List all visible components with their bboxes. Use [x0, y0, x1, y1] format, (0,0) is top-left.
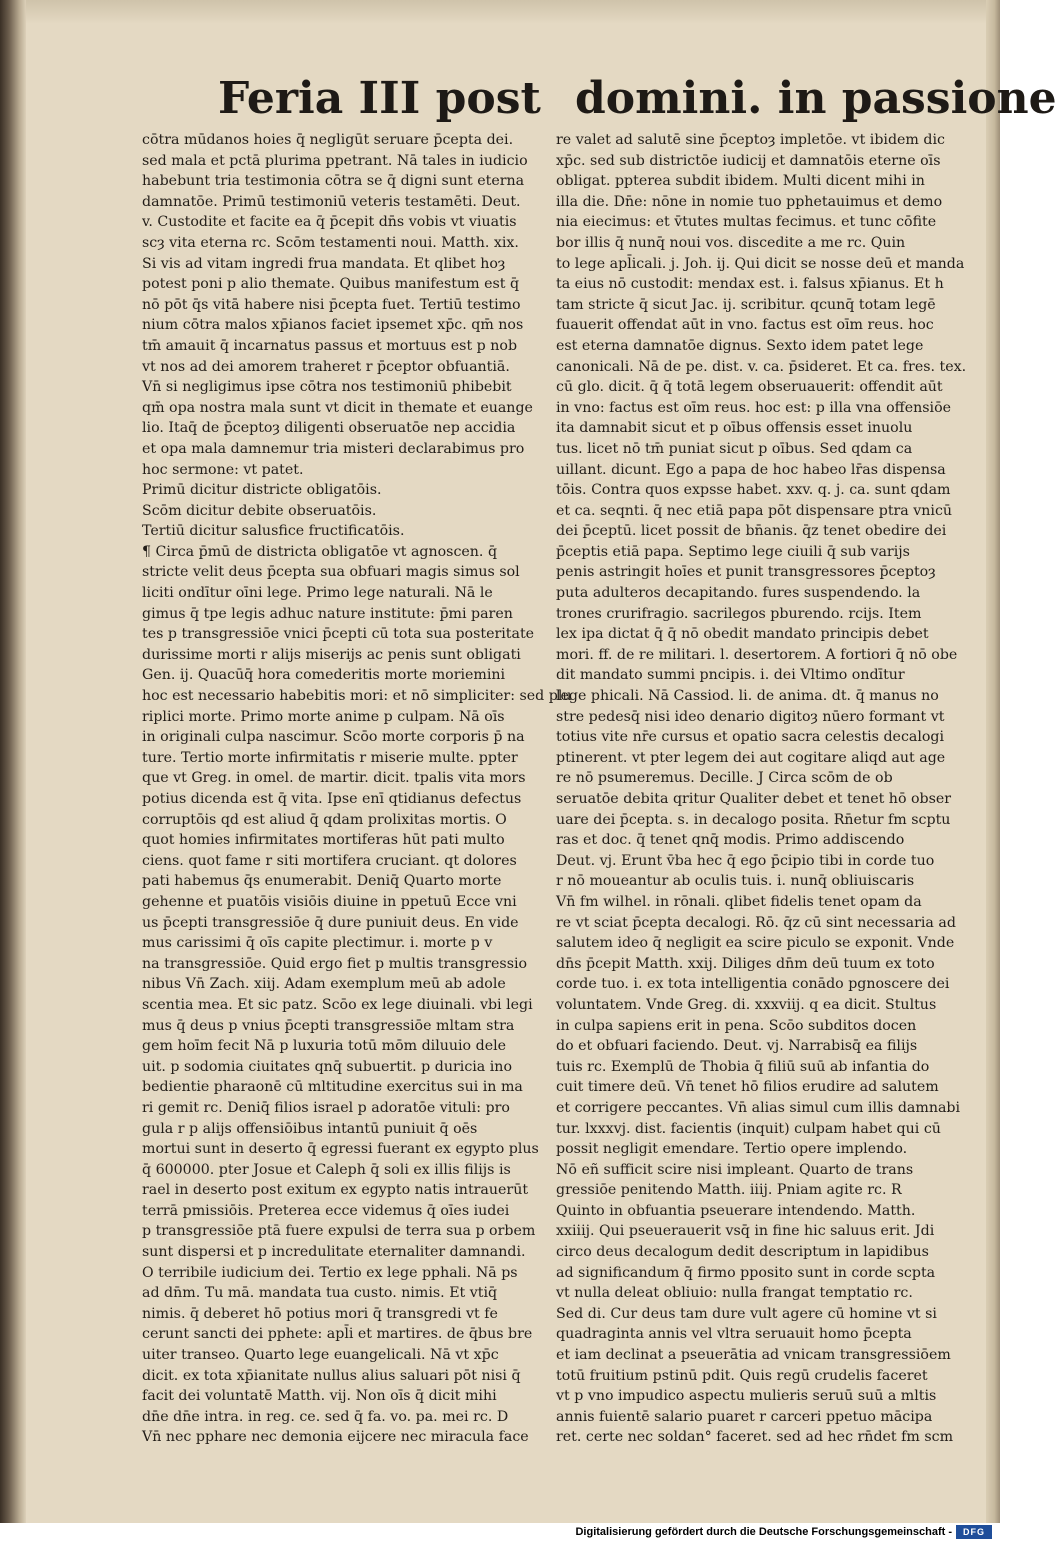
text-line: que vt Greg. in omel. de martir. dicit. tpalis vita mors [142, 770, 526, 787]
text-line: Quinto in obfuantia pseuerare intendendo. Matth. [556, 1202, 916, 1219]
text-line: pati habemus q̄s enumerabit. Deniq̄ Quarto morte [142, 873, 502, 890]
text-line: salutem ideo q̄ negligit ea scire piculo se exponit. Vnde [556, 935, 955, 952]
text-line: terrā pmissiōis. Preterea ecce videmus q̄ oīes iudei [142, 1202, 510, 1219]
text-line: na transgressiōe. Quid ergo fiet p multis transgressio [142, 955, 528, 972]
text-line: us p̄cepti transgressiōe q̄ dure puniuit deus. En vide [142, 914, 519, 931]
text-line: facit dei voluntatē Matth. vij. Non oīs q̄ dicit mihi [142, 1388, 497, 1405]
text-line: xp̄c. sed sub districtōe iudicij et damnatōis eterne oīs [556, 152, 941, 169]
text-line: ad dn̄m. Tu mā. mandata tua custo. nimis. Et vtiq̄ [142, 1285, 498, 1302]
text-line: mus q̄ deus p vnius p̄cepti transgressiōe mltam stra [142, 1017, 515, 1034]
text-line: xxiiij. Qui pseuerauerit vsq̄ in fine hic saluus erit. Jdi [556, 1223, 935, 1240]
text-line: puta adulteros decapitando. fures suspendendo. la [556, 585, 921, 602]
text-line: dei p̄ceptū. licet possit de bn̄anis. q̄z tenet obedire dei [556, 523, 947, 540]
text-line: ret. certe nec soldan° faceret. sed ad hec rn̄det fm scm [556, 1429, 954, 1446]
text-line: Scōm dicitur debite obseruatōis. [142, 502, 377, 519]
text-line: uiter transeo. Quarto lege euangelicali. Nā vt xp̄c [142, 1347, 499, 1364]
text-line: gressiōe penitendo Matth. iiij. Pniam agite rc. R [556, 1182, 902, 1199]
text-line: circo deus decalogum dedit descriptum in lapidibus [556, 1244, 929, 1261]
text-line: potius dicenda est q̄ vita. Ipse enī qtidianus defectus [142, 791, 522, 807]
text-line: dicit. ex tota xp̄ianitate nullus alius saluari pōt nisi q̄ [142, 1367, 521, 1384]
text-line: Vn̄ si negligimus ipse cōtra nos testimoniū phibebit [142, 379, 512, 396]
text-line: Primū dicitur districte obligatōis. [142, 482, 382, 499]
text-line: rael in deserto post exitum ex egypto natis intrauerūt [142, 1182, 529, 1199]
text-line: nia eiecimus: et v̄tutes multas fecimus. et tunc cōfite [556, 214, 937, 231]
text-line: tōis. Contra quos expsse habet. xxv. q. j. ca. sunt qdam [556, 482, 951, 499]
text-column-right [556, 130, 967, 1448]
text-line: seruatōe debita qritur Qualiter debet et tenet hō obser [556, 791, 952, 807]
text-line: sed mala et pctā plurima ppetrant. Nā tales in iudicio [142, 152, 528, 169]
text-line: ciens. quot fame r siti mortifera cruciant. qt dolores [142, 852, 517, 869]
text-line: totū fruitium pstinū pdit. Quis regū crudelis faceret [556, 1367, 928, 1384]
running-head-right: domini. in passione [575, 73, 1057, 124]
text-line: p̄ceptis etiā papa. Septimo lege ciuili q̄ sub varijs [556, 543, 910, 560]
text-line: et opa mala damnemur tria misteri declarabimus pro [142, 440, 525, 457]
text-line: nō pōt q̄s vitā habere nisi p̄cepta fuet. Tertiū testimo [142, 296, 521, 313]
text-line: et ca. seqnti. q̄ nec etiā papa pōt dispensare ptra vnicū [556, 502, 953, 519]
text-line: re nō psumeremus. Decille. J Circa scōm de ob [556, 770, 893, 787]
page-fore-edge [986, 0, 1000, 1523]
text-line: uillant. dicunt. Ego a papa de hoc habeo lr̄as dispensa [556, 461, 946, 478]
book-gutter [0, 0, 26, 1523]
text-line: bor illis q̄ nunq̄ noui vos. discedite a me rc. Quin [556, 234, 906, 251]
text-line: cū glo. dicit. q̄ q̄ totā legem obseruauerit: offendit aūt [556, 379, 943, 396]
text-line: bedientie pharaonē cū mltitudine exercitus sui in ma [142, 1079, 523, 1096]
text-line: liciti ondītur oīni lege. Primo lege naturali. Nā le [142, 585, 493, 602]
text-line: cōtra mūdanos hoies q̄ negligūt seruare p̄cepta dei. [142, 132, 514, 148]
text-line: Sed di. Cur deus tam dure vult agere cū homine vt si [556, 1305, 937, 1322]
text-line: voluntatem. Vnde Greg. di. xxxviij. q ea dicit. Stultus [556, 996, 937, 1013]
text-line: quot homies infirmitates mortiferas hūt pati multo [142, 832, 505, 849]
text-line: re valet ad salutē sine p̄ceptoȝ impletōe. vt ibidem dic [556, 132, 945, 148]
text-line: ad significandum q̄ firmo pposito sunt in corde scpta [556, 1264, 936, 1281]
text-line: hoc sermone: vt patet. [142, 461, 304, 478]
text-line: ita damnabit sicut et p oībus offensis esset inuolu [556, 420, 913, 437]
text-line: penis astringit hoīes et punit transgressores p̄ceptoȝ [556, 564, 936, 581]
text-line: trones crurifragio. sacrilegos pburendo. rcijs. Item [556, 605, 922, 622]
text-line: damnatōe. Primū testimoniū veteris testamēti. Deut. [142, 193, 521, 210]
funding-credit: Digitalisierung gefördert durch die Deutsche Forschungsgemeinschaft - [575, 1526, 952, 1538]
text-line: illa die. Dn̄e: nōne in nomie tuo pphetauimus et demo [556, 193, 943, 210]
text-line: uare dei p̄cepta. s. in decalogo posita. Rn̄etur fm scptu [556, 811, 951, 828]
text-line: q̄ 600000. pter Josue et Caleph q̄ soli ex illis filijs is [142, 1161, 511, 1178]
text-line: tam stricte q̄ sicut Jac. ij. scribitur. qcunq̄ totam legē [556, 296, 936, 313]
text-line: do et obfuari faciendo. Deut. vj. Narrabisq̄ ea filijs [556, 1038, 918, 1055]
text-line: nibus Vn̄ Zach. xiij. Adam exemplum meū ab adole [142, 976, 506, 993]
text-line: corruptōis qd est aliud q̄ qdam prolixitas mortis. O [142, 811, 507, 828]
text-line: mus carissimi q̄ oīs capite plectimur. i. morte p v [142, 935, 493, 952]
text-line: p transgressiōe ptā fuere expulsi de terra sua p orbem [142, 1223, 536, 1240]
text-line: cuit timere deū. Vn̄ tenet hō filios erudire ad salutem [556, 1079, 939, 1096]
text-line: Gen. ij. Quacūq̄ hora comederitis morte moriemini [142, 667, 506, 684]
text-line: fuauerit offendat aūt in vno. factus est oīm reus. hoc [556, 317, 934, 334]
text-line: tus. licet nō tm̄ puniat sicut p oībus. Sed qdam ca [556, 440, 913, 457]
text-line: r nō moueantur ab oculis tuis. i. nunq̄ obliuiscaris [556, 873, 915, 890]
text-line: hoc est necessario habebitis mori: et nō simpliciter: sed plu [142, 688, 572, 705]
text-line: totius vite nr̄e cursus et opatio sacra celestis decalogi [556, 729, 945, 746]
text-line: nium cōtra malos xp̄ianos faciet ipsemet xp̄c. qm̄ nos [142, 317, 524, 334]
text-line: Si vis ad vitam ingredi frua mandata. Et qlibet hoȝ [142, 255, 506, 272]
text-line: sunt dispersi et p incredulitate eternaliter damnandi. [142, 1244, 526, 1261]
text-line: qm̄ opa nostra mala sunt vt dicit in themate et euange [142, 399, 533, 416]
text-line: in originali culpa nascimur. Scōo morte corporis p̄ na [142, 729, 525, 746]
text-line: et corrigere peccantes. Vn̄ alias simul cum illis damnabi [556, 1099, 961, 1116]
running-head-left: Feria III post [218, 73, 541, 124]
text-line: annis fuientē salario puaret r carceri ppetuo mācipa [556, 1408, 933, 1425]
text-line: tm̄ amauit q̄ incarnatus passus et mortuus est p nob [142, 337, 518, 354]
text-line: durissime morti r alijs miserijs ac penis sunt obligati [142, 646, 521, 663]
text-line: O terribile iudicium dei. Tertio ex lege pphali. Nā ps [142, 1264, 518, 1281]
text-line: ture. Tertio morte infirmitatis r miserie multe. ppter [142, 749, 518, 766]
text-line: Nō eñ sufficit scire nisi impleant. Quarto de trans [556, 1161, 914, 1178]
text-line: obligat. ppterea subdit ibidem. Multi dicent mihi in [556, 173, 925, 190]
text-line: gehenne et puatōis visiōis diuine in ppetuū Ecce vni [142, 893, 517, 910]
text-line: dn̄s p̄cepit Matth. xxij. Diliges dn̄m deū tuum ex toto [556, 955, 935, 972]
text-line: tur. lxxxvj. dist. facientis (inquit) culpam habet qui cū [556, 1120, 941, 1137]
text-line: ras et doc. q̄ tenet qnq̄ modis. Primo addiscendo [556, 832, 905, 849]
text-line: ¶ Circa p̄mū de districta obligatōe vt agnoscen. q̄ [142, 543, 498, 560]
text-line: re vt sciat p̄cepta decalogi. Rō. q̄z cū sint necessaria ad [556, 914, 956, 931]
text-line: mori. ff. de re militari. l. desertorem. A fortiori q̄ nō obe [556, 646, 958, 663]
text-line: riplici morte. Primo morte anime p culpam. Nā oīs [142, 708, 505, 725]
text-line: Vn̄ fm wilhel. in rōnali. qlibet fidelis tenet opam da [556, 893, 922, 910]
text-line: mortui sunt in deserto q̄ egressi fuerant ex egypto plus [142, 1141, 539, 1158]
text-line: potest poni p alio themate. Quibus manifestum est q̄ [142, 276, 520, 293]
text-line: Vn̄ nec pphare nec demonia eijcere nec miracula face [142, 1429, 529, 1446]
text-line: vt nulla deleat obliuio: nulla frangat temptatio rc. [556, 1285, 913, 1302]
footer-bar [0, 1523, 1000, 1542]
page-top-edge [26, 0, 986, 24]
text-line: possit negligit emendare. Tertio opere implendo. [556, 1141, 908, 1158]
text-line: uit. p sodomia ciuitates qnq̄ subuertit. p duricia ino [142, 1058, 512, 1075]
text-line: vt p vno impudico aspectu mulieris seruū suū a mltis [556, 1388, 937, 1405]
text-line: lio. Itaq̄ de p̄ceptoȝ diligenti obseruatōe nep accidia [142, 420, 516, 437]
text-line: lex ipa dictat q̄ q̄ nō obedit mandato principis debet [556, 626, 929, 643]
text-line: scentia mea. Et sic patz. Scōo ex lege diuinali. vbi legi [142, 996, 533, 1013]
text-line: cerunt sancti dei pphete: apl̄i et martires. de q̄bus bre [142, 1326, 533, 1343]
text-line: corde tuo. i. ex tota intelligentia conādo pgnoscere dei [556, 976, 950, 993]
text-line: in vno: factus est oīm reus. hoc est: p illa vna offensiōe [556, 399, 952, 416]
text-line: gimus q̄ tpe legis adhuc nature institute: p̄mi paren [142, 605, 513, 622]
text-line: tuis rc. Exemplū de Thobia q̄ filiū suū ab infantia do [556, 1058, 930, 1075]
text-line: to lege apl̄icali. j. Joh. ij. Qui dicit se nosse deū et manda [556, 255, 965, 272]
text-line: ptinerent. vt pter legem dei aut cogitare aliqd aut age [556, 749, 946, 766]
text-line: ta eius nō custodit: mendax est. i. falsus xp̄ianus. Et h [556, 276, 944, 293]
text-line: dit mandato summi pncipis. i. dei Vltimo ondītur [556, 667, 905, 684]
text-line: gem hoīm fecit Nā p luxuria totū mōm diluuio dele [142, 1038, 507, 1055]
text-line: nimis. q̄ deberet hō potius mori q̄ transgredi vt fe [142, 1305, 498, 1322]
text-column-left [142, 130, 572, 1448]
text-line: ri gemit rc. Deniq̄ filios israel p adoratōe vituli: pro [142, 1099, 510, 1116]
text-line: vt nos ad dei amorem traheret r p̄ceptor obfuantiā. [142, 358, 510, 375]
text-line: dn̄e dn̄e intra. in reg. ce. sed q̄ fa. vo. pa. mei rc. D [142, 1408, 509, 1425]
text-line: gula r p alijs offensiōibus intantū puniuit q̄ oēs [142, 1120, 478, 1137]
text-line: tes p transgressiōe vnici p̄cepti cū tota sua posteritate [142, 626, 535, 643]
text-line: v. Custodite et facite ea q̄ p̄cepit dn̄s vobis vt viuatis [142, 214, 517, 231]
text-line: habebunt tria testimonia cōtra se q̄ digni sunt eterna [142, 173, 525, 190]
text-line: in culpa sapiens erit in pena. Scōo subditos docen [556, 1017, 917, 1034]
text-line: scȝ vita eterna rc. Scōm testamenti noui. Matth. xix. [142, 234, 519, 251]
text-line: lege phicali. Nā Cassiod. li. de anima. dt. q̄ manus no [556, 688, 939, 705]
text-line: Tertiū dicitur salusfice fructificatōis. [142, 523, 405, 540]
text-line: est eterna damnatōe dignus. Sexto idem patet lege [556, 337, 924, 354]
text-line: canonicali. Nā de pe. dist. v. ca. p̄sideret. Et ca. fres. tex. [556, 358, 967, 375]
text-line: Deut. vj. Erunt v̄ba hec q̄ ego p̄cipio tibi in corde tuo [556, 852, 935, 869]
text-line: stricte velit deus p̄cepta sua obfuari magis simus sol [142, 564, 520, 581]
text-line: et iam declinat a pseuerātia ad vnicam transgressiōem [556, 1347, 951, 1364]
text-line: stre pedesq̄ nisi ideo denario digitoȝ nūero formant vt [556, 708, 945, 725]
dfg-logo: DFG [956, 1525, 992, 1539]
text-line: quadraginta annis vel vltra seruauit homo p̄cepta [556, 1326, 912, 1343]
